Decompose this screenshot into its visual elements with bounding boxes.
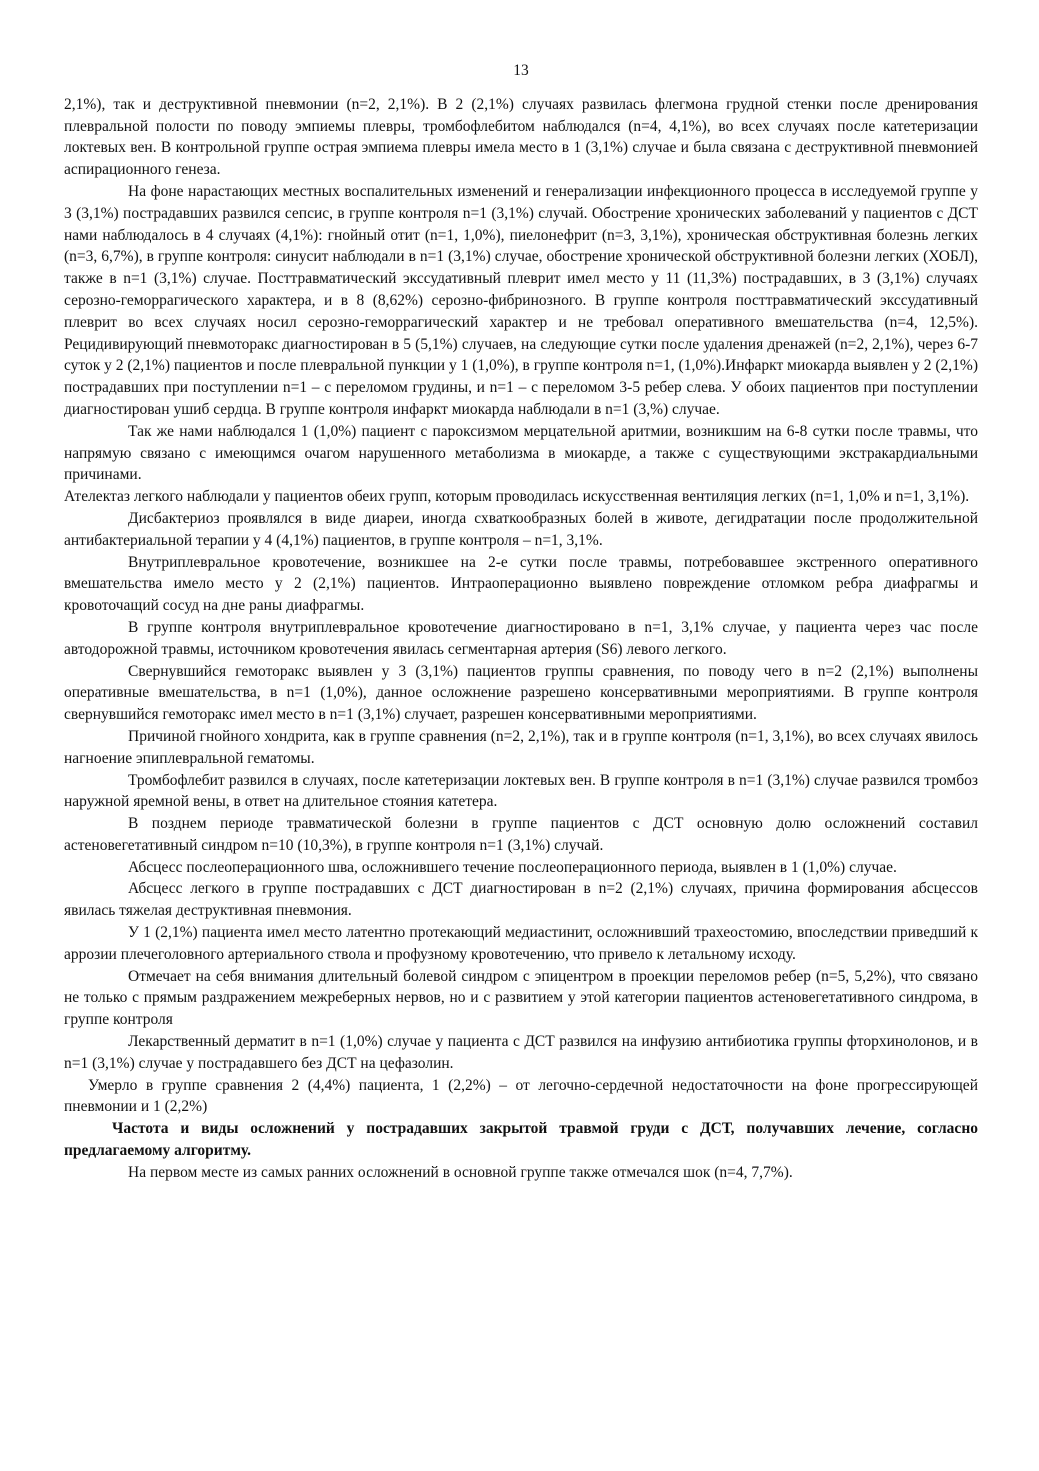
paragraph: Дисбактериоз проявлялся в виде диареи, иногда схваткообразных болей в животе, дегидратации после продолжительной антибактериальной терапии у 4 (4,1%) пациентов, в группе контроля – n=1, 3,1%.	[64, 509, 978, 549]
document-page	[64, 60, 978, 1184]
paragraph: В позднем периоде травматической болезни в группе пациентов с ДСТ основную долю осложнений составил астеновегетативный синдром n=10 (10,3%), в группе контроля n=1 (3,1%) случай.	[64, 815, 978, 854]
paragraph: Отмечает на себя внимания длительный болевой синдром с эпицентром в проекции переломов ребер (n=5, 5,2%), что связано не только с прямым раздражением межреберных нервов, но и с развитием у этой категории пациентов астеновегетативного синдрома, в группе контроля	[64, 967, 978, 1029]
paragraph: В группе контроля внутриплевральное кровотечение диагностировано в n=1, 3,1% случае, у пациента через час после автодорожной травмы, источником кровотечения явилась сегментарная артерия (S6) левого легкого.	[64, 618, 978, 658]
section-heading: Частота и виды осложнений у пострадавших закрытой травмой груди с ДСТ, получавших лечение, согласно предлагаемому алгоритму.	[64, 1120, 978, 1160]
paragraph: Причиной гнойного хондрита, как в группе сравнения (n=2, 2,1%), так и в группе контроля (n=1, 3,1%), во всех случаях явилось нагноение эпиплевральной гематомы.	[64, 727, 978, 767]
body-text	[64, 94, 978, 1184]
paragraph: Абсцесс легкого в группе пострадавших с ДСТ диагностирован в n=2 (2,1%) случаях, причина формирования абсцессов явилась тяжелая деструктивная пневмония.	[64, 880, 978, 920]
paragraph: Лекарственный дерматит в n=1 (1,0%) случае у пациента с ДСТ развился на инфузию антибиотика группы фторхинолонов, и в n=1 (3,1%) случае у пострадавшего без ДСТ на цефазолин.	[64, 1033, 978, 1072]
paragraph: У 1 (2,1%) пациента имел место латентно протекающий медиастинит, осложнивший трахеостомию, впоследствии приведший к аррозии плечеголовного артериального ствола и профузному кровотечению, что привело к летальному исходу.	[64, 924, 978, 963]
paragraph: 2,1%), так и деструктивной пневмонии (n=2, 2,1%). В 2 (2,1%) случаях развилась флегмона грудной стенки после дренирования плевральной полости по поводу эмпиемы плевры, тромбофлебитом наблюдался (n=4, 4,1%), во всех случаях после катетеризации локтевых вен. В контрольной группе острая эмпиема плевры имела место в 1 (3,1%) случае и была связана с деструктивной пневмонией аспирационного генеза.	[64, 95, 978, 179]
paragraph: Тромбофлебит развился в случаях, после катетеризации локтевых вен. В группе контроля в n=1 (3,1%) случае развился тромбоз наружной яремной вены, в ответ на длительное стояния катетера.	[64, 771, 978, 811]
paragraph: Абсцесс послеоперационного шва, осложнившего течение послеоперационного периода, выявлен в 1 (1,0%) случае.	[128, 858, 897, 876]
page-number: 13	[513, 62, 529, 79]
paragraph: На фоне нарастающих местных воспалительных изменений и генерализации инфекционного процесса в исследуемой группе у 3 (3,1%) пострадавших развился сепсис, в группе контроля n=1 (3,1%) случай. Обострение хронических заболеваний у пациентов с ДСТ нами наблюдалось в 4 случаях (4,1%): гнойный отит (n=1, 1,0%), пиелонефрит (n=3, 3,1%), хроническая обструктивная болезнь легких (n=3, 6,7%), в группе контроля: синусит наблюдали в n=1 (3,1%) случае, обострение хронической обструктивной болезни легких (ХОБЛ), также в n=1 (3,1%) случае. Посттравматический экссудативный плеврит имел место у 11 (11,3%) пострадавших, в 3 (3,1%) случаях серозно-геморрагического характера, и в 8 (8,62%) серозно-фибринозного. В группе контроля посттравматический экссудативный плеврит во всех случаях носил серозно-геморрагический характер и не требовал оперативного вмешательства (n=4, 12,5%). Рецидивирующий пневмоторакс диагностирован в 5 (5,1%) случаев, на следующие сутки после удаления дренажей (n=2, 2,1%), через 6-7 суток у 2 (2,1%) пациентов и после плевральной пункции у 1 (1,0%), в группе контроля n=1, (1,0%).Инфаркт миокарда выявлен у 2 (2,1%) пострадавших при поступлении n=1 – с переломом грудины, и n=1 – с переломом 3-5 ребер слева. У обоих пациентов при поступлении диагностирован ушиб сердца. В группе контроля инфаркт миокарда наблюдали в n=1 (3,%) случае.	[64, 182, 978, 418]
paragraph: Ателектаз легкого наблюдали у пациентов обеих групп, которым проводилась искусственная вентиляция легких (n=1, 1,0% и n=1, 3,1%).	[64, 488, 970, 506]
paragraph: Свернувшийся гемоторакс выявлен у 3 (3,1%) пациентов группы сравнения, по поводу чего в n=2 (2,1%) выполнены оперативные вмешательства, в n=1 (1,0%), данное осложнение разрешено консервативными мероприятиями. В группе контроля свернувшийся гемоторакс имел место в n=1 (3,1%) случает, разрешен консервативными мероприятиями.	[64, 662, 978, 724]
paragraph: На первом месте из самых ранних осложнений в основной группе также отмечался шок (n=4, 7,7%).	[128, 1163, 793, 1181]
paragraph: Внутриплевральное кровотечение, возникшее на 2-е сутки после травмы, потребовавшее экстренного оперативного вмешательства имело место у 2 (2,1%) пациентов. Интраоперационно выявлено повреждение отломком ребра диафрагмы и кровоточащий сосуд на дне раны диафрагмы.	[64, 553, 978, 615]
paragraph: Умерло в группе сравнения 2 (4,4%) пациента, 1 (2,2%) – от легочно-сердечной недостаточности на фоне прогрессирующей пневмонии и 1 (2,2%)	[64, 1076, 978, 1116]
paragraph: Так же нами наблюдался 1 (1,0%) пациент с пароксизмом мерцательной аритмии, возникшим на 6-8 сутки после травмы, что напрямую связано с имеющимся очагом нарушенного метаболизма в миокарде, а также с существующими экстракардиальными причинами.	[64, 422, 978, 484]
